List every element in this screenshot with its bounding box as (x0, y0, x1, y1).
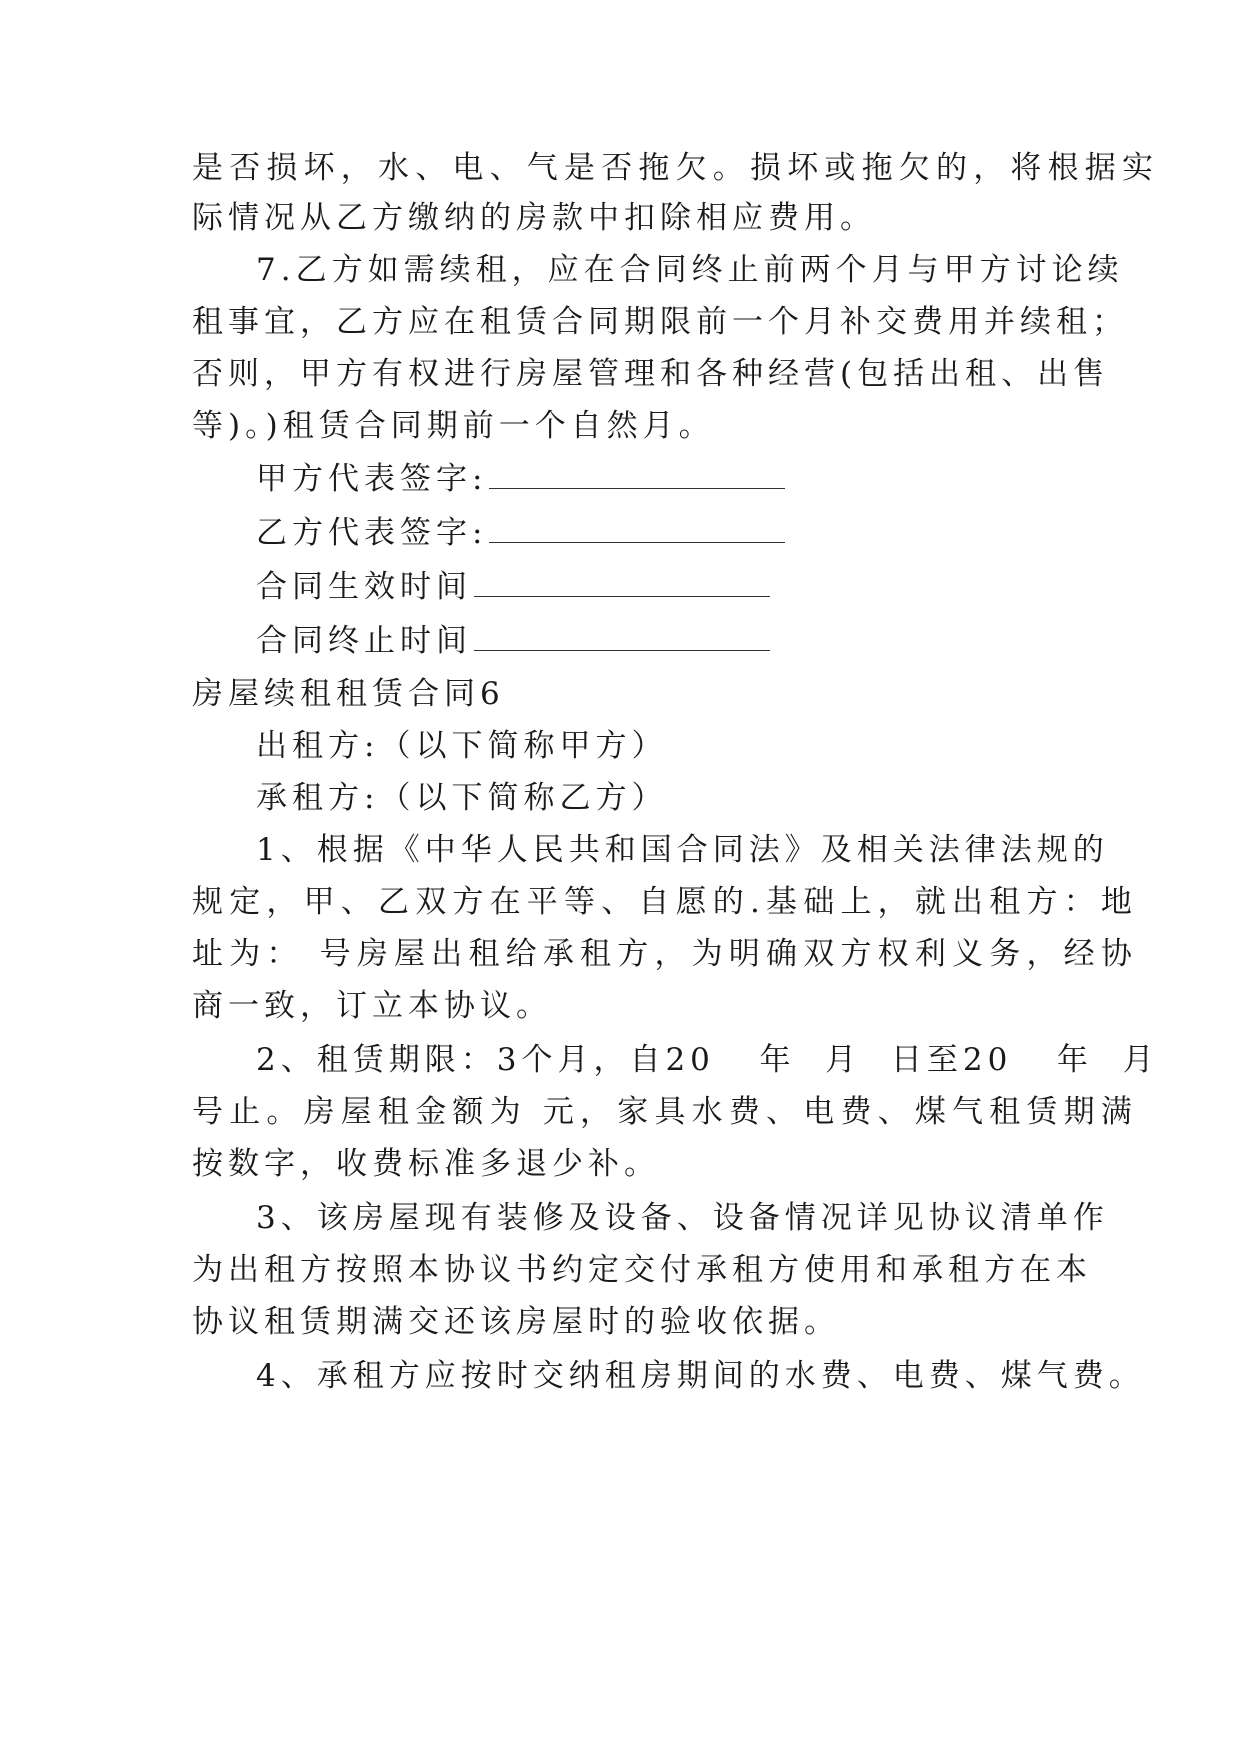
effective-date-line (256, 566, 1136, 606)
signature-blank[interactable] (489, 512, 785, 543)
clause-line: 商一致，订立本协议。 (192, 988, 552, 1024)
signature-line-party-a (256, 458, 1136, 498)
signature-blank[interactable] (489, 458, 785, 489)
text-line: 否则，甲方有权进行房屋管理和各种经营(包括出租、出售 (192, 356, 1110, 392)
text-line: 等)。)租赁合同期前一个自然月。 (192, 408, 715, 444)
effective-date-blank[interactable] (474, 566, 770, 597)
clause-line: 协议租赁期满交还该房屋时的验收依据。 (192, 1304, 840, 1340)
clause-line: 号止。房屋租金额为 元，家具水费、电费、煤气租赁期满 (192, 1094, 1139, 1130)
party-lessor: 出租方:（以下简称甲方） (256, 728, 668, 764)
clause-line: 4、承租方应按时交纳租房期间的水费、电费、煤气费。 (256, 1358, 1145, 1394)
clause-line: 规定，甲、乙双方在平等、自愿的.基础上，就出租方：地 (192, 884, 1139, 920)
section-title: 房屋续租租赁合同6 (192, 676, 505, 712)
text-line: 际情况从乙方缴纳的房款中扣除相应费用。 (192, 200, 876, 236)
signature-label: 甲方代表签字: (256, 461, 488, 497)
clause-line: 为出租方按照本协议书约定交付承租方使用和承租方在本 (192, 1252, 1092, 1288)
signature-label: 乙方代表签字: (256, 515, 488, 551)
clause-line: 按数字，收费标准多退少补。 (192, 1146, 660, 1182)
party-lessee: 承租方:（以下简称乙方） (256, 780, 668, 816)
termination-date-label: 合同终止时间 (256, 623, 472, 659)
clause-line: 1、根据《中华人民共和国合同法》及相关法律法规的 (256, 832, 1109, 868)
termination-date-blank[interactable] (474, 620, 770, 651)
clause-line: 址为： 号房屋出租给承租方，为明确双方权利义务，经协 (192, 936, 1139, 972)
text-line: 租事宜，乙方应在租赁合同期限前一个月补交费用并续租； (192, 304, 1128, 340)
text-line: 7.乙方如需续租，应在合同终止前两个月与甲方讨论续 (256, 252, 1124, 288)
termination-date-line (256, 620, 1136, 660)
effective-date-label: 合同生效时间 (256, 569, 472, 605)
clause-line: 3、该房屋现有装修及设备、设备情况详见协议清单作 (256, 1200, 1109, 1236)
text-line: 是否损坏，水、电、气是否拖欠。损坏或拖欠的，将根据实 (192, 150, 1160, 186)
signature-line-party-b (256, 512, 1136, 552)
clause-line: 2、租赁期限：3个月，自20 年 月 日至20 年 月 (256, 1042, 1159, 1078)
